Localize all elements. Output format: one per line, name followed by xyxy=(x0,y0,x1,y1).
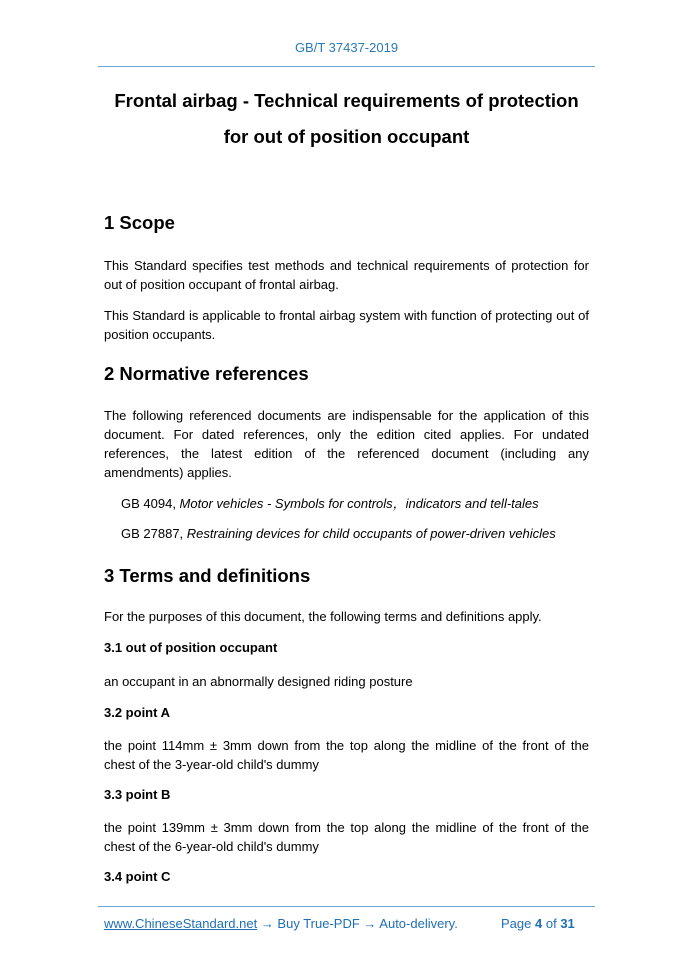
footer-promo xyxy=(104,916,458,931)
terms-intro: For the purposes of this document, the following terms and definitions apply. xyxy=(104,609,542,624)
of-label: of xyxy=(545,916,557,931)
reference-code: GB 4094, xyxy=(121,496,180,511)
header-doc-code: GB/T 37437-2019 xyxy=(294,40,399,55)
page-label: Page xyxy=(501,916,532,931)
section-heading-normative: 2 Normative references xyxy=(104,363,309,384)
reference-code: GB 27887, xyxy=(121,526,187,541)
term-heading: 3.2 point A xyxy=(104,705,170,720)
scope-paragraph-1: This Standard specifies test methods and technical requirements of protection for out of position occupant of frontal airbag. xyxy=(104,258,589,292)
scope-paragraph-2: This Standard is applicable to frontal airbag system with function of protecting out of position occupants. xyxy=(104,308,589,342)
website-link[interactable]: www.ChineseStandard.net xyxy=(104,916,258,931)
section-heading-scope: 1 Scope xyxy=(104,212,175,233)
term-heading: 3.3 point B xyxy=(104,787,171,802)
footer-promo-text: → Buy True-PDF → Auto-delivery. xyxy=(257,916,458,931)
normative-paragraph: The following referenced documents are indispensable for the application of this document. For dated references, only the edition cited applies. For undated references, the latest edition of the referenced document (including any amendments) applies. xyxy=(104,408,589,480)
header-rule xyxy=(98,66,595,67)
term-heading: 3.4 point C xyxy=(104,869,171,884)
reference-item xyxy=(121,526,556,541)
total-pages: 31 xyxy=(560,916,575,931)
document-title-line1: Frontal airbag - Technical requirements of protection xyxy=(114,90,579,111)
reference-item xyxy=(121,493,539,512)
reference-title: Restraining devices for child occupants of power-driven vehicles xyxy=(186,526,556,541)
term-definition: the point 114mm ± 3mm down from the top along the midline of the front of the chest of the 3-year-old child's dummy xyxy=(104,738,589,772)
reference-title: Motor vehicles - Symbols for controls，indicators and tell-tales xyxy=(179,496,539,511)
page-indicator xyxy=(501,916,575,931)
term-heading: 3.1 out of position occupant xyxy=(104,640,278,655)
term-definition: the point 139mm ± 3mm down from the top along the midline of the front of the chest of the 6-year-old child's dummy xyxy=(104,820,589,854)
footer-rule xyxy=(98,906,595,907)
section-heading-terms: 3 Terms and definitions xyxy=(104,565,311,586)
page-number: 4 xyxy=(535,916,543,931)
term-definition: an occupant in an abnormally designed riding posture xyxy=(104,674,413,689)
document-title-line2: for out of position occupant xyxy=(223,126,470,147)
